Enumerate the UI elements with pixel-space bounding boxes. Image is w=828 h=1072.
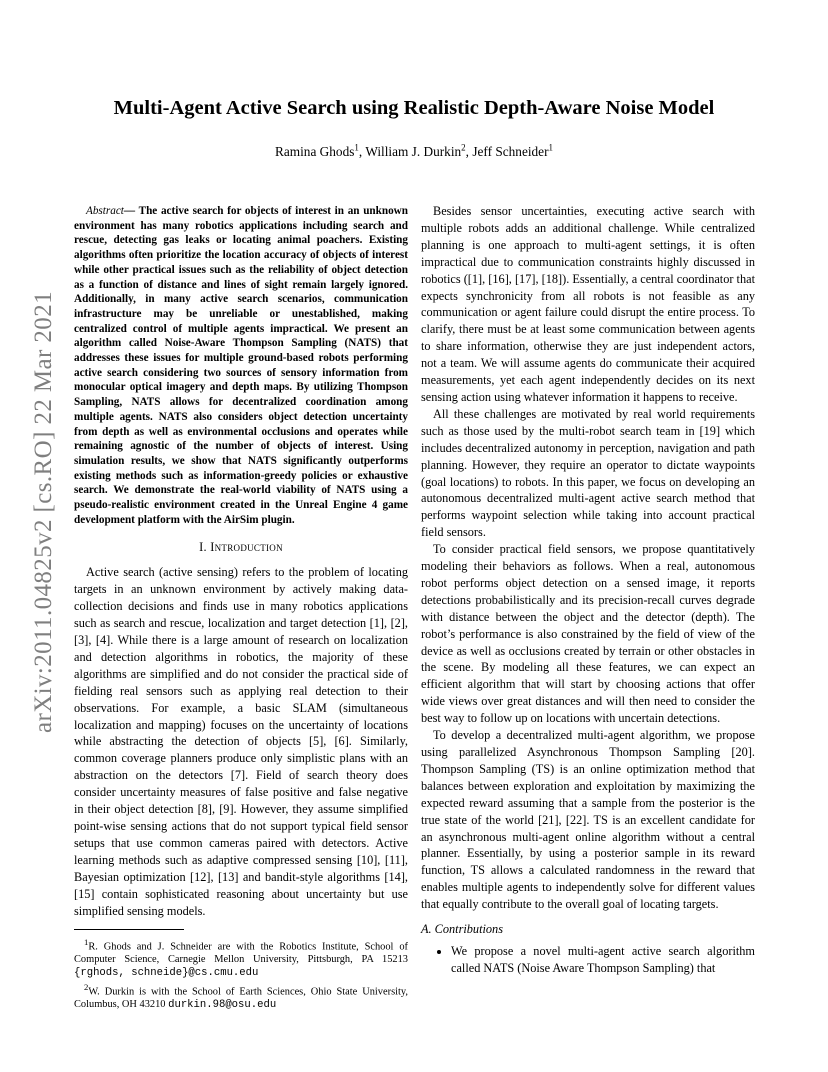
contribution-list bbox=[421, 943, 755, 977]
abstract bbox=[74, 204, 408, 527]
right-column bbox=[421, 203, 755, 977]
author-separator: , bbox=[465, 144, 473, 159]
author-name: William J. Durkin bbox=[365, 144, 462, 159]
paragraph: To consider practical field sensors, we propose quantitatively modeling their behaviors as follows. When a real, autonomous robot performs object detection on a sensed image, it reports detections probabilistically and its precision-recall curves degrade with distance between the object and the detector (depth). The robot’s performance is also constrained by the field of view of the device as well as occlusions created by terrain or other obstacles in the scene. By modeling all these features, we can expect an efficient algorithm that will start by choosing actions that offer wide views over great distances and will then need to consider the best way to follow up on locations with uncertain detections. bbox=[421, 542, 755, 726]
affiliation-mark: 2 bbox=[461, 142, 466, 153]
footnote-mark: 1 bbox=[84, 937, 89, 947]
footnote-mark: 2 bbox=[84, 981, 89, 992]
footnote-email: durkin.98@osu.edu bbox=[168, 999, 277, 1012]
section-title: Introduction bbox=[210, 540, 283, 555]
footnote-1 bbox=[74, 936, 408, 980]
footnote-2 bbox=[74, 981, 408, 1012]
abstract-label: Abstract bbox=[86, 205, 124, 217]
subsection-heading: A. Contributions bbox=[421, 922, 503, 937]
footnote-text: R. Ghods and J. Schneider are with the Robotics Institute, School of Computer Science, Carnegie Mellon University, Pittsburgh, PA 15213 bbox=[74, 941, 408, 966]
affiliation-mark: 1 bbox=[354, 142, 359, 153]
paragraph: All these challenges are motivated by real world requirements such as those used by the multi-robot search team in [19] which includes decentralized autonomy in perception, navigation and path planning. However, they require an operator to dictate waypoints (goal locations) to robots. In this paper, we focus on developing an autonomous decentralized multi-agent active search method that performs waypoint selection while taking into account practical field sensors. bbox=[421, 406, 755, 540]
footnote-email: {rghods, schneide}@cs.cmu.edu bbox=[74, 967, 259, 980]
footnote-rule bbox=[74, 929, 184, 930]
left-column bbox=[74, 204, 408, 919]
author-separator: , bbox=[358, 144, 366, 159]
paragraph: To develop a decentralized multi-agent algorithm, we propose using parallelized Asynchronous Thompson Sampling [20]. Thompson Sampling (TS) is an online optimization method that balances between exploration and exploitation by maximizing the expected reward assuming that a sample from the posterior is the true state of the world [21], [22]. TS is an excellent candidate for an asynchronous multi-agent online algorithm without a central planner. Essentially, by using a posterior sample in its reward function, TS allows a calculated randomness in the reward that enables multiple agents to independently solve for different values that equally contribute to the overall goal of locating targets. bbox=[421, 728, 755, 912]
section-heading bbox=[74, 539, 408, 556]
affiliation-mark: 1 bbox=[548, 142, 554, 153]
author-name: Jeff Schneider bbox=[472, 144, 549, 159]
abstract-dash: — bbox=[123, 205, 139, 217]
arxiv-id-text: arXiv:2011.04825v2 [cs.RO] 22 Mar 2021 bbox=[30, 291, 57, 733]
paragraph: Besides sensor uncertainties, executing active search with multiple robots adds an additional challenge. While centralized planning is one approach to multi-agent settings, it is often impractical due to communication constraints highly discussed in robotics ([1], [16], [17], [18]). Essentially, a central coordinator that expects synchronicity from all robots is not feasible as any communication or agent failure could disrupt the entire process. To clarify, there must be at least some communication between agents to share information, otherwise they are just independent actors, not a team. We will assume agents do communicate their acquired measurements, yet each agent independently decides on its next sensing action using whatever information it happens to receive. bbox=[421, 204, 755, 404]
author-name: Ramina Ghods bbox=[274, 144, 355, 159]
paper-title: Multi-Agent Active Search using Realistic Depth-Aware Noise Model bbox=[113, 97, 715, 119]
arxiv-identifier bbox=[14, 287, 74, 737]
paragraph: Active search (active sensing) refers to the problem of locating targets in an unknown environment by actively making data-collection decisions and finds use in many robotics applications such as search and rescue, localization and target detection [1], [2], [3], [4]. While there is a large amount of research on localization and detection algorithms in robotics, the majority of these algorithms are simplified and do not consider the practical side of fielding real sensors such as applying real detection to their observations. For example, a basic SLAM (simultaneous localization and mapping) focuses on the uncertainty of locations while abstracting the detection of objects [5], [6]. Similarly, common coverage planners produce only simplistic plans with an abstraction on the detectors [7]. Field of search theory does consider uncertainty measures of false positive and false negative in their object detection [8], [9]. However, they assume simplified point-wise sensing actions that do not support typical field sensor setups that use common cameras paired with detectors. Active learning methods such as adaptive compressed sensing [10], [11], Bayesian optimization [12], [13] and bandit-style algorithms [14], [15] contain sophisticated reasoning about uncertainty but use simplified sensing models. bbox=[74, 565, 408, 918]
author-list bbox=[74, 143, 754, 161]
footnote-text: W. Durkin is with the School of Earth Sciences, Ohio State University, Columbus, OH 43210 bbox=[74, 986, 408, 1011]
abstract-text: The active search for objects of interest in an unknown environment has many robotics applications including search and rescue, detecting gas leaks or locating animal poachers. Existing algorithms often prioritize the location accuracy of objects of interest while other practical issues such as the reliability of object detection as a function of distance and lines of sight remain largely ignored. Additionally, in many active search scenarios, communication infrastructure may be unreliable or unestablished, making centralized control of multiple agents impractical. We present an algorithm called Noise-Aware Thompson Sampling (NATS) that addresses these issues for multiple ground-based robots performing active search considering two sources of sensory information from monocular optical imagery and depth maps. By utilizing Thompson Sampling, NATS allows for decentralized coordination among multiple agents. NATS also considers object detection uncertainty from depth as well as environmental occlusions and operates while remaining agnostic of the number of objects of interest. Using simulation results, we show that NATS significantly outperforms existing methods such as information-greedy policies or exhaustive search. We demonstrate the real-world viability of NATS using a pseudo-realistic environment created in the Unreal Engine 4 game development platform with the AirSim plugin. bbox=[74, 205, 408, 526]
contribution-item: • We propose a novel multi-agent active search algorithm called NATS (Noise Aware Thompson Sampling) that bbox=[451, 943, 755, 977]
section-number: I. bbox=[199, 540, 211, 555]
footnotes bbox=[74, 929, 408, 1013]
